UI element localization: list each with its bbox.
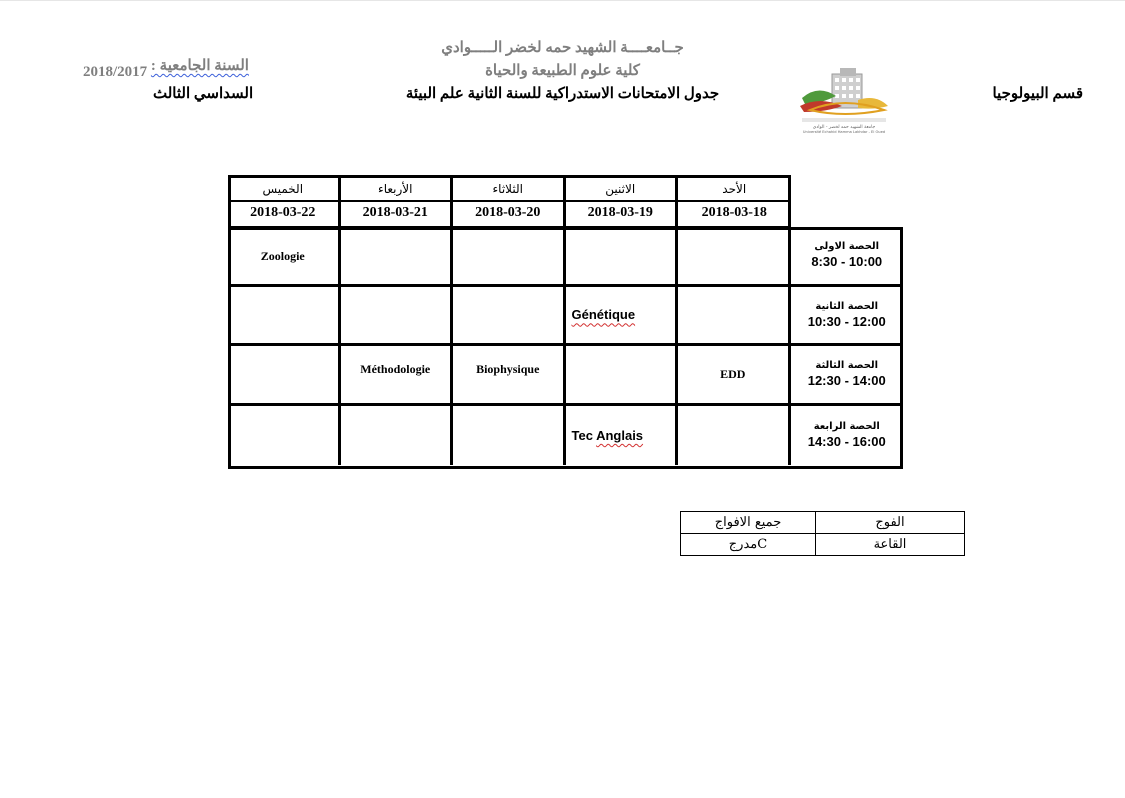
- day-header-cell: [678, 175, 791, 229]
- schedule-cell: [341, 346, 454, 406]
- slot-label: الحصة الاولى: [814, 241, 880, 253]
- schedule-cell: [453, 287, 566, 347]
- slot-cell: [791, 287, 904, 347]
- schedule-cell: [453, 227, 566, 287]
- exam-subject: EDD: [720, 366, 746, 381]
- group-room-table: [680, 511, 965, 556]
- day-header-cell: [228, 175, 341, 229]
- room-label: القاعة: [816, 534, 965, 556]
- schedule-cell: [228, 227, 341, 287]
- schedule-cell: [566, 346, 679, 406]
- schedule-cell: [566, 406, 679, 466]
- schedule-cell: [341, 287, 454, 347]
- day-name: الأربعاء: [378, 182, 413, 196]
- academic-year-label: السنة الجامعية :: [150, 58, 249, 74]
- day-date: 2018-03-21: [362, 205, 428, 220]
- slot-cell: [791, 406, 904, 466]
- schedule-cell: [228, 287, 341, 347]
- room-value: مدرجC: [681, 534, 816, 556]
- slot-cell: [791, 227, 904, 287]
- day-date: 2018-03-18: [701, 205, 767, 220]
- day-name: الاثنين: [605, 182, 636, 196]
- schedule-cell: [341, 227, 454, 287]
- schedule-cell: [678, 346, 791, 406]
- page-top-edge: [0, 0, 1125, 1]
- exam-subject: Tec Anglais: [571, 427, 644, 443]
- university-logo: [796, 66, 893, 134]
- schedule-cell: [566, 287, 679, 347]
- schedule-cell: [228, 346, 341, 406]
- day-name: الثلاثاء: [492, 182, 523, 196]
- slot-time: 12:30 - 14:00: [807, 373, 886, 389]
- university-name: جــامعــــة الشهيد حمه لخضر الـــــوادي: [441, 40, 684, 56]
- schedule-cell: [453, 406, 566, 466]
- day-name: الأحد: [722, 182, 747, 196]
- academic-year-value: 2018/2017: [83, 64, 148, 80]
- slot-label: الحصة الرابعة: [813, 421, 880, 433]
- exam-subject: Zoologie: [260, 249, 305, 263]
- slot-label: الحصة الثانية: [815, 300, 879, 312]
- day-name: الخميس: [262, 182, 304, 196]
- exam-subject: Génétique: [571, 307, 636, 323]
- svg-text:جامعة الشهيد حمه لخضر - الوادي: جامعة الشهيد حمه لخضر - الوادي: [812, 125, 876, 130]
- exam-title: جدول الامتحانات الاستدراكية للسنة الثانية علم البيئة: [405, 86, 720, 102]
- slot-cell: [791, 346, 904, 406]
- department: قسم البيولوجيا: [992, 86, 1083, 102]
- schedule-cell: [678, 287, 791, 347]
- slot-time: 14:30 - 16:00: [807, 434, 886, 450]
- day-date: 2018-03-20: [475, 205, 541, 220]
- schedule-cell: [341, 406, 454, 466]
- schedule-cell: [566, 227, 679, 287]
- faculty-name: كلية علوم الطبيعة والحياة: [485, 63, 640, 79]
- day-header-cell: [453, 175, 566, 229]
- schedule-cell: [453, 346, 566, 406]
- day-date: 2018-03-22: [250, 205, 316, 220]
- academic-year: [83, 58, 249, 81]
- slot-time: 10:30 - 12:00: [807, 313, 886, 329]
- group-value: جميع الافواج: [681, 512, 816, 534]
- group-row: [681, 512, 965, 534]
- slot-time: 8:30 - 10:00: [811, 254, 883, 270]
- schedule-cell: [228, 406, 341, 466]
- schedule-cell: [678, 227, 791, 287]
- day-header-cell: [566, 175, 679, 229]
- day-header-cell: [341, 175, 454, 229]
- room-row: [681, 534, 965, 556]
- slot-label: الحصة الثالثة: [815, 360, 879, 372]
- exam-subject: Méthodologie: [360, 362, 431, 376]
- semester: السداسي الثالث: [153, 86, 254, 102]
- group-label: الفوج: [816, 512, 965, 534]
- day-date: 2018-03-19: [587, 205, 653, 220]
- schedule-cell: [678, 406, 791, 466]
- logo-caption: Université Echahid Hamma Lakhdar - El Oued: [802, 130, 886, 134]
- exam-subject: Biophysique: [476, 362, 540, 376]
